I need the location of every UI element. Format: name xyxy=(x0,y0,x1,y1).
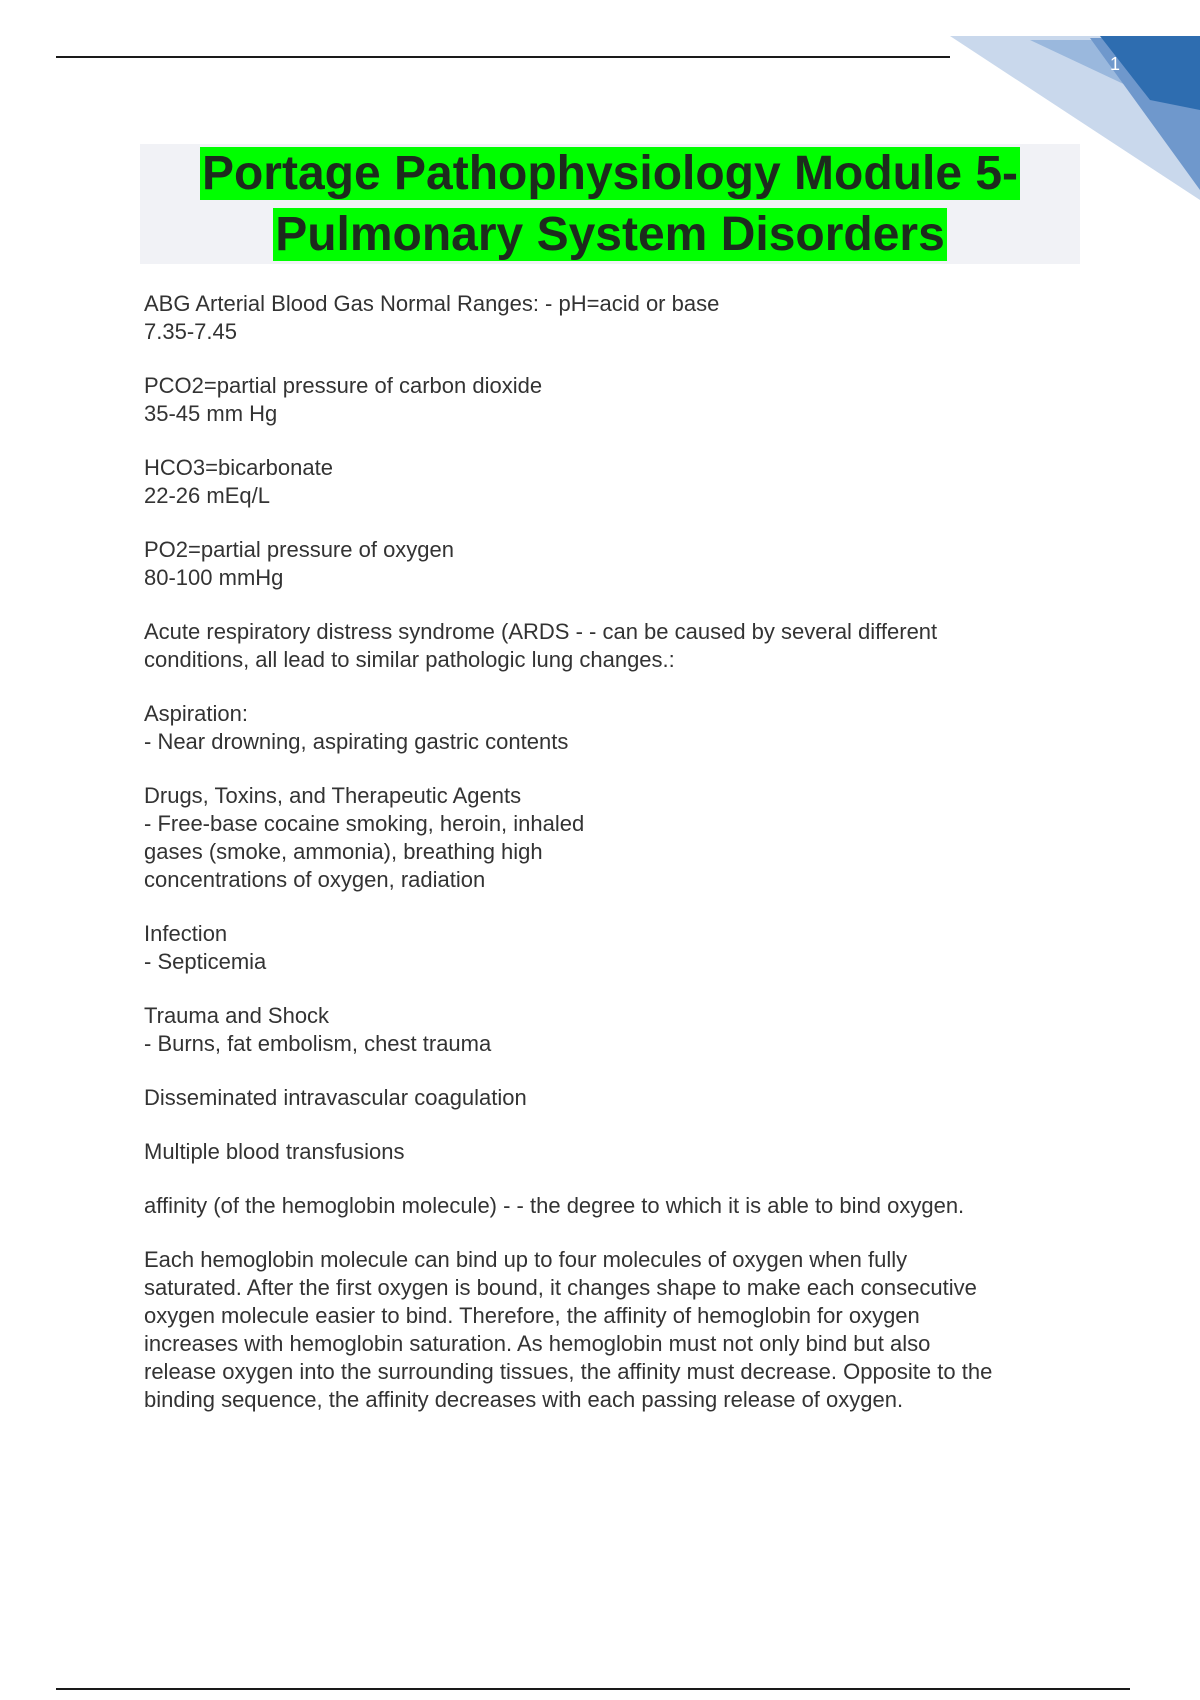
text-line: Infection xyxy=(144,921,228,946)
text-line: 35-45 mm Hg xyxy=(144,401,278,426)
text-line: - Septicemia xyxy=(144,949,267,974)
title-box xyxy=(140,144,1080,264)
text-line: Acute respiratory distress syndrome (ARDS - - can be caused by several different xyxy=(144,619,938,644)
text-line: - Free-base cocaine smoking, heroin, inhaled xyxy=(144,811,585,836)
text-line: concentrations of oxygen, radiation xyxy=(144,867,486,892)
text-line: conditions, all lead to similar pathologic lung changes.: xyxy=(144,647,675,672)
document-body xyxy=(144,290,1074,1440)
text-line: 7.35-7.45 xyxy=(144,319,237,344)
paragraph xyxy=(144,700,1074,756)
paragraph xyxy=(144,1138,1074,1166)
paragraph xyxy=(144,290,1074,346)
document-title xyxy=(200,143,1020,265)
page-number: 1 xyxy=(1109,54,1120,74)
text-line: Aspiration: xyxy=(144,701,248,726)
text-line: Drugs, Toxins, and Therapeutic Agents xyxy=(144,783,522,808)
text-line: oxygen molecule easier to bind. Therefore, the affinity of hemoglobin for oxygen xyxy=(144,1303,920,1328)
text-line: affinity (of the hemoglobin molecule) - - the degree to which it is able to bind oxygen. xyxy=(144,1193,965,1218)
text-line: Disseminated intravascular coagulation xyxy=(144,1085,527,1110)
text-line: HCO3=bicarbonate xyxy=(144,455,333,480)
paragraph xyxy=(144,1246,1074,1414)
text-line: PCO2=partial pressure of carbon dioxide xyxy=(144,373,543,398)
text-line: release oxygen into the surrounding tissues, the affinity must decrease. Opposite to the xyxy=(144,1359,993,1384)
footer-rule xyxy=(56,1688,1130,1690)
paragraph xyxy=(144,372,1074,428)
title-line-2: Pulmonary System Disorders xyxy=(275,208,945,261)
text-line: - Burns, fat embolism, chest trauma xyxy=(144,1031,492,1056)
text-line: saturated. After the first oxygen is bound, it changes shape to make each consecutive xyxy=(144,1275,977,1300)
paragraph xyxy=(144,618,1074,674)
paragraph xyxy=(144,454,1074,510)
text-line: 22-26 mEq/L xyxy=(144,483,270,508)
text-line: - Near drowning, aspirating gastric contents xyxy=(144,729,569,754)
text-line: Each hemoglobin molecule can bind up to four molecules of oxygen when fully xyxy=(144,1247,908,1272)
text-line: Trauma and Shock xyxy=(144,1003,330,1028)
paragraph xyxy=(144,1192,1074,1220)
paragraph xyxy=(144,536,1074,592)
text-line: PO2=partial pressure of oxygen xyxy=(144,537,455,562)
paragraph xyxy=(144,920,1074,976)
text-line: Multiple blood transfusions xyxy=(144,1139,405,1164)
title-line-1: Portage Pathophysiology Module 5- xyxy=(201,147,1019,200)
text-line: 80-100 mmHg xyxy=(144,565,284,590)
header-rule xyxy=(56,56,950,58)
paragraph xyxy=(144,1002,1074,1058)
text-line: binding sequence, the affinity decreases with each passing release of oxygen. xyxy=(144,1387,904,1412)
paragraph xyxy=(144,1084,1074,1112)
paragraph xyxy=(144,782,1074,894)
text-line: ABG Arterial Blood Gas Normal Ranges: - pH=acid or base xyxy=(144,291,720,316)
text-line: increases with hemoglobin saturation. As hemoglobin must not only bind but also xyxy=(144,1331,931,1356)
text-line: gases (smoke, ammonia), breathing high xyxy=(144,839,543,864)
